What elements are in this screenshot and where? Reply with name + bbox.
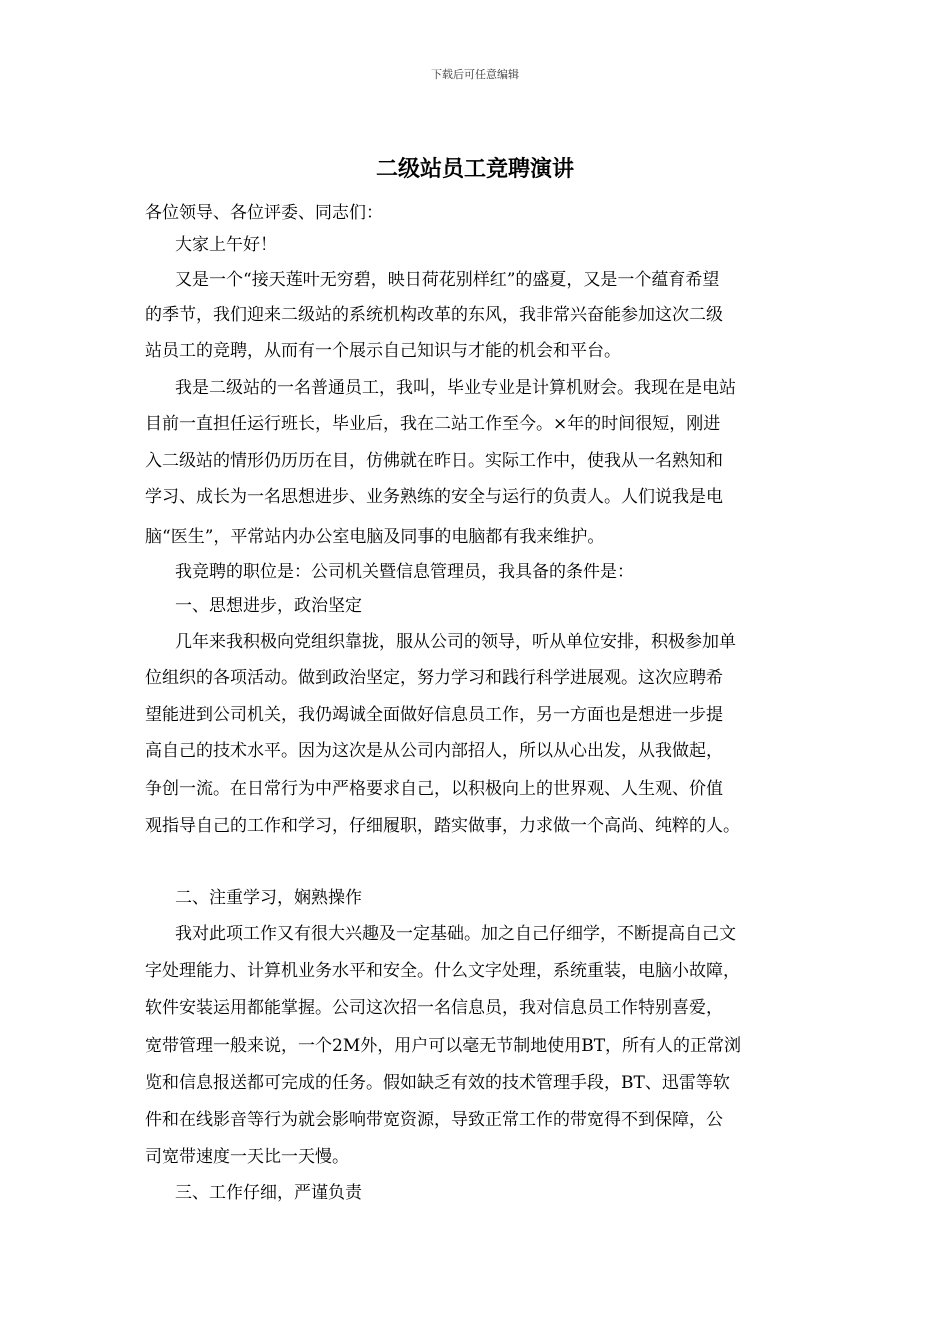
paragraph-line: 几年来我积极向党组织靠拢，服从公司的领导，听从单位安排，积极参加单 (175, 632, 736, 652)
paragraph-line: 软件安装运用都能掌握。公司这次招一名信息员，我对信息员工作特别喜爱， (145, 998, 723, 1018)
paragraph-line: 司宽带速度一天比一天慢。 (145, 1147, 349, 1167)
paragraph-line: 望能进到公司机关，我仍竭诚全面做好信息员工作，另一方面也是想进一步提 (145, 705, 723, 725)
paragraph-line: 览和信息报送都可完成的任务。假如缺乏有效的技术管理手段，BT、迅雷等软 (145, 1073, 730, 1093)
paragraph-line: 的季节，我们迎来二级站的系统机构改革的东风，我非常兴奋能参加这次二级 (145, 305, 723, 325)
section-heading: 二、注重学习，娴熟操作 (175, 888, 362, 908)
paragraph-line: 又是一个“接天莲叶无穷碧，映日荷花别样红”的盛夏，又是一个蕴育希望 (175, 270, 720, 290)
salutation: 各位领导、各位评委、同志们： (145, 203, 383, 223)
paragraph-line: 我是二级站的一名普通员工，我叫，毕业专业是计算机财会。我现在是电站 (175, 378, 736, 398)
paragraph-line: 争创一流。在日常行为中严格要求自己，以积极向上的世界观、人生观、价值 (145, 779, 723, 799)
document-title: 二级站员工竞聘演讲 (375, 156, 574, 182)
paragraph-line: 目前一直担任运行班长，毕业后，我在二站工作至今。×年的时间很短，刚进 (145, 414, 721, 434)
paragraph-line: 入二级站的情形仍历历在目，仿佛就在昨日。实际工作中，使我从一名熟知和 (145, 451, 723, 471)
paragraph-line: 字处理能力、计算机业务水平和安全。什么文字处理，系统重装，电脑小故障， (145, 961, 740, 981)
paragraph-line: 我竞聘的职位是：公司机关暨信息管理员，我具备的条件是： (175, 562, 634, 582)
greeting: 大家上午好！ (175, 235, 277, 255)
page-header: 下载后可任意编辑 (431, 68, 519, 81)
paragraph-line: 脑“医生”，平常站内办公室电脑及同事的电脑都有我来维护。 (145, 527, 605, 547)
section-heading: 三、工作仔细，严谨负责 (175, 1183, 362, 1203)
paragraph-line: 件和在线影音等行为就会影响带宽资源，导致正常工作的带宽得不到保障，公 (145, 1110, 723, 1130)
paragraph-line: 高自己的技术水平。因为这次是从公司内部招人，所以从心出发，从我做起， (145, 741, 723, 761)
section-heading: 一、思想进步，政治坚定 (175, 596, 362, 616)
paragraph-line: 站员工的竞聘，从而有一个展示自己知识与才能的机会和平台。 (145, 341, 621, 361)
paragraph-line: 宽带管理一般来说，一个2M外，用户可以毫无节制地使用BT，所有人的正常浏 (145, 1036, 742, 1056)
paragraph-line: 学习、成长为一名思想进步、业务熟练的安全与运行的负责人。人们说我是电 (145, 487, 723, 507)
paragraph-line: 位组织的各项活动。做到政治坚定，努力学习和践行科学进展观。这次应聘希 (145, 668, 723, 688)
paragraph-line: 观指导自己的工作和学习，仔细履职，踏实做事，力求做一个高尚、纯粹的人。 (145, 816, 740, 836)
paragraph-line: 我对此项工作又有很大兴趣及一定基础。加之自己仔细学，不断提高自己文 (175, 924, 736, 944)
